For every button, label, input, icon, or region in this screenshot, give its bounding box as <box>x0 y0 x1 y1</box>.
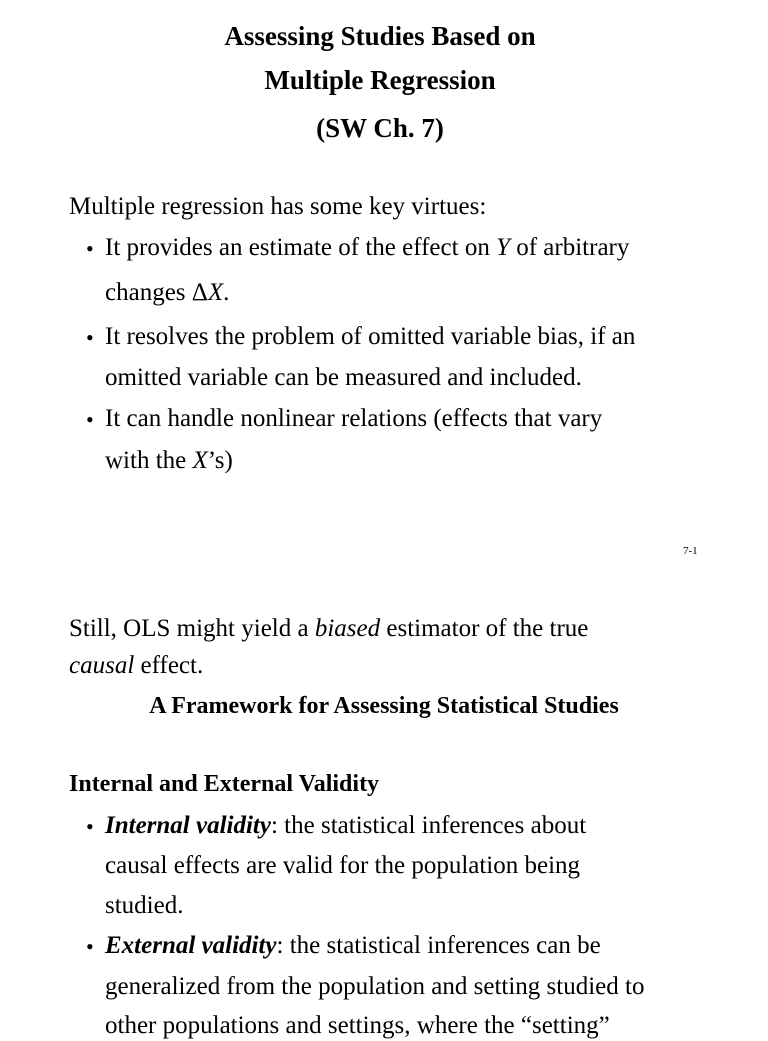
ols-bias-line-1: Still, OLS might yield a biased estimator of the true <box>69 615 589 642</box>
section-heading: Internal and External Validity <box>69 771 380 797</box>
slide-title-line-1: Assessing Studies Based on <box>224 21 536 51</box>
bullet-marker: • <box>86 934 94 959</box>
internal-validity-line-2: causal effects are valid for the population being <box>105 852 581 879</box>
bullet-2-line-2: omitted variable can be measured and included. <box>105 364 582 391</box>
ols-bias-line-2: causal effect. <box>69 652 204 679</box>
external-validity-line-1: External validity: the statistical inferences can be <box>105 932 601 959</box>
internal-validity-line-1: Internal validity: the statistical inferences about <box>105 812 587 839</box>
external-validity-line-3: other populations and settings, where the “setting” <box>105 1012 610 1039</box>
slide-title-line-3: (SW Ch. 7) <box>316 113 444 143</box>
bullet-marker: • <box>86 236 94 261</box>
framework-heading: A Framework for Assessing Statistical Studies <box>149 693 619 719</box>
bullet-1-line-1: It provides an estimate of the effect on Y of arbitrary <box>105 234 630 261</box>
bullet-2-line-1: It resolves the problem of omitted variable bias, if an <box>105 323 636 350</box>
bullet-3-line-1: It can handle nonlinear relations (effects that vary <box>105 405 603 432</box>
external-validity-line-2: generalized from the population and setting studied to <box>105 973 645 1000</box>
slide-title-line-2: Multiple Regression <box>264 65 496 95</box>
internal-validity-line-3: studied. <box>105 892 184 919</box>
bullet-marker: • <box>86 407 94 432</box>
bullet-marker: • <box>86 814 94 839</box>
bullet-marker: • <box>86 325 94 350</box>
intro-text: Multiple regression has some key virtues: <box>69 193 487 220</box>
page-number: 7-1 <box>683 545 698 557</box>
bullet-3-line-2: with the X’s) <box>105 447 233 474</box>
bullet-1-line-2: changes ΔX. <box>105 279 230 306</box>
